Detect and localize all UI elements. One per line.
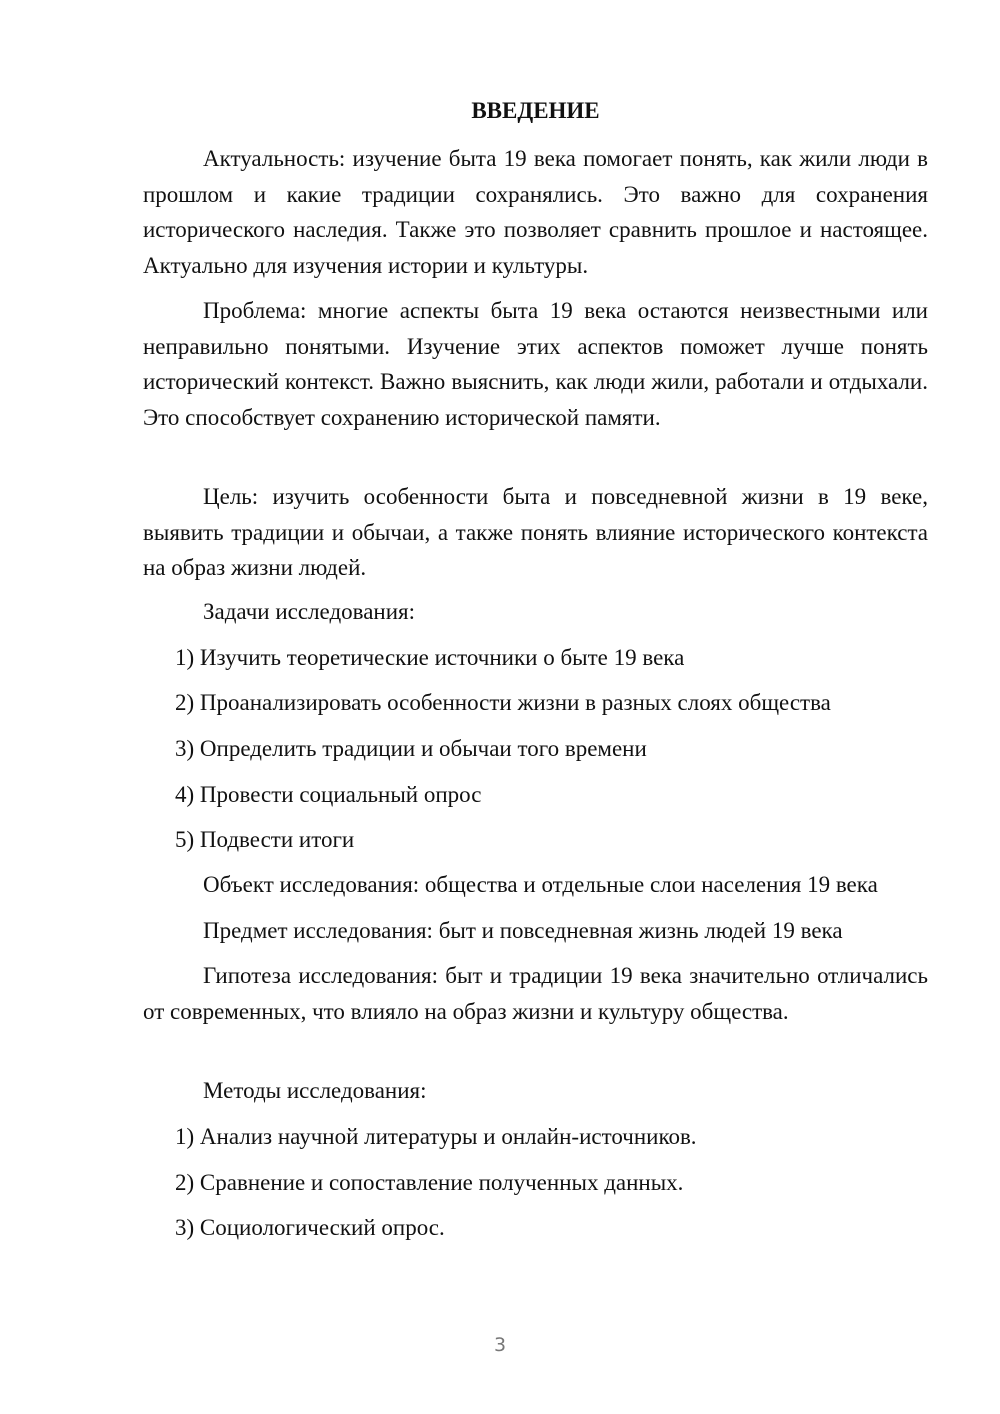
hypothesis-paragraph: Гипотеза исследования: быт и традиции 19 века значительно отличались от современных, что влияло на образ жизни и культуру общества. <box>143 963 928 1024</box>
relevance-paragraph: Актуальность: изучение быта 19 века помогает понять, как жили люди в прошлом и какие традиции сохранялись. Это важно для сохранения исторического наследия. Также это позволяет сравнить прошлое и настоящее. Актуально для изучения истории и культуры. <box>143 146 928 278</box>
task-item: 5) Подвести итоги <box>175 827 355 852</box>
task-item: 1) Изучить теоретические источники о быте 19 века <box>175 645 685 670</box>
task-item: 3) Определить традиции и обычаи того времени <box>175 736 647 761</box>
task-item: 4) Провести социальный опрос <box>175 782 482 807</box>
task-item: 2) Проанализировать особенности жизни в разных слоях общества <box>175 690 831 715</box>
page-number: 3 <box>493 1334 507 1356</box>
methods-heading: Методы исследования: <box>203 1078 427 1103</box>
tasks-heading: Задачи исследования: <box>203 599 416 624</box>
method-item: 2) Сравнение и сопоставление полученных данных. <box>175 1170 684 1195</box>
goal-paragraph: Цель: изучить особенности быта и повседневной жизни в 19 веке, выявить традиции и обычаи, а также понять влияние исторического контекста на образ жизни людей. <box>143 484 928 580</box>
method-item: 3) Социологический опрос. <box>175 1215 445 1240</box>
object-line: Объект исследования: общества и отдельные слои населения 19 века <box>203 872 878 897</box>
section-title: ВВЕДЕНИЕ <box>471 98 600 123</box>
subject-line: Предмет исследования: быт и повседневная жизнь людей 19 века <box>203 918 843 943</box>
method-item: 1) Анализ научной литературы и онлайн-источников. <box>175 1124 697 1149</box>
problem-paragraph: Проблема: многие аспекты быта 19 века остаются неизвестными или неправильно понятыми. Изучение этих аспектов поможет лучше понять исторический контекст. Важно выяснить, как люди жили, работали и отдыхали. Это способствует сохранению исторической памяти. <box>143 298 928 430</box>
